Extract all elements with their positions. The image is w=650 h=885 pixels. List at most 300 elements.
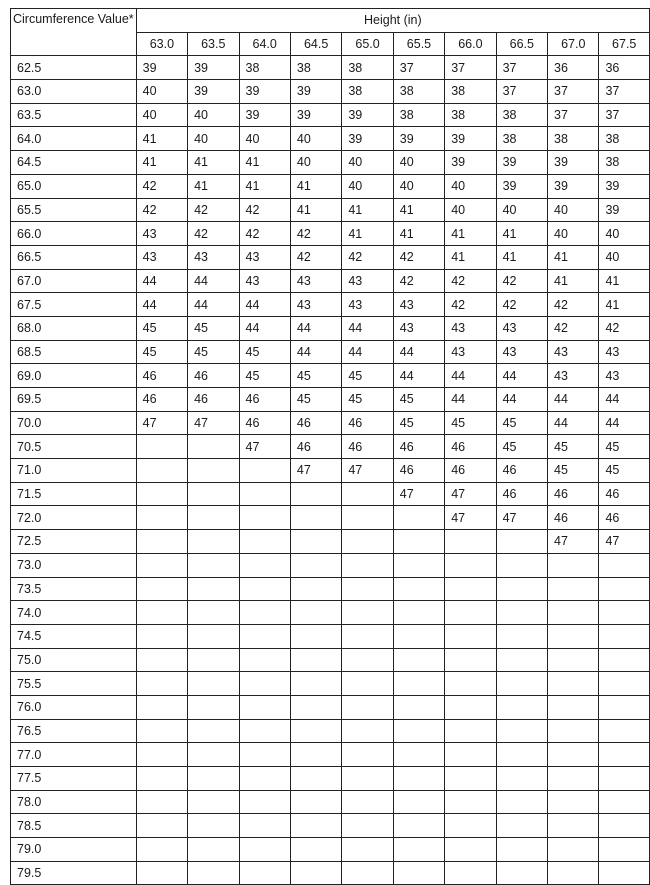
table-cell: 43 (445, 316, 496, 340)
table-cell (239, 838, 290, 862)
table-cell (239, 695, 290, 719)
table-cell (136, 459, 187, 483)
height-column-header: 65.5 (393, 32, 444, 56)
table-cell: 40 (599, 222, 650, 246)
table-cell (136, 790, 187, 814)
table-cell (599, 695, 650, 719)
table-cell (393, 530, 444, 554)
table-header (11, 9, 650, 56)
table-cell (239, 719, 290, 743)
table-cell: 38 (599, 127, 650, 151)
table-cell: 43 (239, 245, 290, 269)
table-cell: 39 (496, 174, 547, 198)
circumference-value-cell: 64.5 (11, 151, 137, 175)
table-cell (136, 506, 187, 530)
table-row (11, 411, 650, 435)
table-cell (445, 601, 496, 625)
table-cell: 42 (342, 245, 393, 269)
table-cell (496, 790, 547, 814)
table-cell: 44 (188, 293, 239, 317)
circumference-value-header: Circumference Value* (11, 9, 137, 56)
table-cell: 38 (290, 56, 341, 80)
circumference-value-cell: 68.5 (11, 340, 137, 364)
table-cell (136, 624, 187, 648)
table-cell: 43 (496, 340, 547, 364)
height-header: Height (in) (136, 9, 649, 33)
table-cell (290, 601, 341, 625)
table-cell: 38 (496, 103, 547, 127)
table-cell: 41 (393, 198, 444, 222)
table-cell: 38 (445, 103, 496, 127)
circumference-value-cell: 75.0 (11, 648, 137, 672)
table-cell: 41 (599, 269, 650, 293)
table-cell: 38 (342, 56, 393, 80)
table-cell: 44 (548, 411, 599, 435)
table-cell (342, 648, 393, 672)
circumference-value-cell: 75.5 (11, 672, 137, 696)
table-cell: 45 (599, 459, 650, 483)
table-cell: 42 (445, 293, 496, 317)
circumference-value-cell: 74.5 (11, 624, 137, 648)
circumference-value-cell: 69.0 (11, 364, 137, 388)
table-cell (548, 672, 599, 696)
table-cell: 43 (445, 340, 496, 364)
table-cell: 47 (445, 506, 496, 530)
table-cell: 46 (496, 459, 547, 483)
table-cell: 37 (599, 80, 650, 104)
table-cell: 46 (548, 482, 599, 506)
table-row (11, 56, 650, 80)
table-cell (445, 648, 496, 672)
table-row (11, 316, 650, 340)
table-cell: 41 (548, 245, 599, 269)
table-cell: 47 (393, 482, 444, 506)
height-column-header: 66.0 (445, 32, 496, 56)
circumference-value-cell: 68.0 (11, 316, 137, 340)
height-column-header: 67.5 (599, 32, 650, 56)
circumference-value-cell: 70.0 (11, 411, 137, 435)
table-cell: 36 (599, 56, 650, 80)
table-cell: 46 (136, 388, 187, 412)
table-cell (548, 719, 599, 743)
circumference-value-cell: 76.5 (11, 719, 137, 743)
table-cell: 41 (496, 222, 547, 246)
table-cell (342, 743, 393, 767)
table-cell (393, 743, 444, 767)
table-row (11, 80, 650, 104)
table-cell (290, 814, 341, 838)
table-cell: 40 (496, 198, 547, 222)
table-cell (548, 601, 599, 625)
table-cell: 46 (548, 506, 599, 530)
table-cell: 40 (136, 80, 187, 104)
table-cell: 46 (239, 388, 290, 412)
table-row (11, 553, 650, 577)
table-cell (496, 719, 547, 743)
circumference-value-cell: 66.5 (11, 245, 137, 269)
circumference-value-cell: 63.5 (11, 103, 137, 127)
table-cell (342, 695, 393, 719)
table-cell (393, 838, 444, 862)
table-row (11, 743, 650, 767)
table-cell: 40 (548, 198, 599, 222)
table-cell: 40 (188, 127, 239, 151)
table-cell: 42 (445, 269, 496, 293)
table-cell (188, 648, 239, 672)
circumference-value-cell: 72.0 (11, 506, 137, 530)
table-cell (239, 790, 290, 814)
table-cell (188, 743, 239, 767)
table-cell: 44 (599, 411, 650, 435)
table-cell: 40 (188, 103, 239, 127)
height-column-header: 67.0 (548, 32, 599, 56)
circumference-value-cell: 77.5 (11, 767, 137, 791)
table-cell: 41 (239, 174, 290, 198)
table-cell: 41 (188, 151, 239, 175)
table-row (11, 814, 650, 838)
table-cell: 39 (445, 151, 496, 175)
table-cell: 41 (548, 269, 599, 293)
circumference-value-cell: 65.5 (11, 198, 137, 222)
table-row (11, 695, 650, 719)
table-cell (393, 648, 444, 672)
table-cell: 37 (496, 56, 547, 80)
table-cell: 45 (342, 388, 393, 412)
table-cell: 43 (188, 245, 239, 269)
table-cell: 44 (445, 364, 496, 388)
table-cell: 44 (393, 364, 444, 388)
table-cell: 47 (239, 435, 290, 459)
table-cell: 41 (342, 198, 393, 222)
table-cell (548, 743, 599, 767)
table-cell: 42 (393, 245, 444, 269)
table-cell (136, 861, 187, 885)
table-cell: 38 (445, 80, 496, 104)
table-cell: 45 (290, 388, 341, 412)
table-cell (188, 695, 239, 719)
table-cell (445, 814, 496, 838)
table-row (11, 222, 650, 246)
table-cell: 44 (239, 293, 290, 317)
table-cell (239, 648, 290, 672)
circumference-value-cell: 79.5 (11, 861, 137, 885)
table-cell (342, 814, 393, 838)
table-cell (188, 861, 239, 885)
circumference-value-cell: 65.0 (11, 174, 137, 198)
table-cell (496, 624, 547, 648)
table-cell (239, 601, 290, 625)
table-row (11, 293, 650, 317)
table-cell (599, 601, 650, 625)
table-cell (342, 790, 393, 814)
table-cell (136, 719, 187, 743)
table-cell: 40 (342, 174, 393, 198)
table-row (11, 127, 650, 151)
table-cell (393, 553, 444, 577)
circumference-value-cell: 71.0 (11, 459, 137, 483)
table-cell: 44 (342, 316, 393, 340)
table-cell (290, 790, 341, 814)
circumference-value-cell: 69.5 (11, 388, 137, 412)
table-cell: 46 (445, 435, 496, 459)
table-cell: 36 (548, 56, 599, 80)
table-cell (548, 577, 599, 601)
table-cell: 40 (445, 198, 496, 222)
table-cell (599, 672, 650, 696)
table-cell: 43 (548, 340, 599, 364)
table-cell (393, 672, 444, 696)
table-cell (496, 838, 547, 862)
table-cell (188, 767, 239, 791)
table-cell: 39 (548, 174, 599, 198)
table-cell: 46 (290, 435, 341, 459)
circumference-value-cell: 70.5 (11, 435, 137, 459)
table-cell: 41 (445, 222, 496, 246)
table-row (11, 530, 650, 554)
circumference-value-cell: 67.5 (11, 293, 137, 317)
height-column-header: 65.0 (342, 32, 393, 56)
table-cell (342, 838, 393, 862)
table-cell (136, 838, 187, 862)
circumference-value-cell: 73.0 (11, 553, 137, 577)
table-cell (136, 743, 187, 767)
table-cell: 44 (136, 269, 187, 293)
table-cell: 45 (496, 411, 547, 435)
table-cell: 41 (393, 222, 444, 246)
circumference-value-cell: 72.5 (11, 530, 137, 554)
table-cell (290, 530, 341, 554)
circumference-value-cell: 62.5 (11, 56, 137, 80)
table-cell: 40 (342, 151, 393, 175)
table-cell: 45 (290, 364, 341, 388)
table-cell: 45 (136, 316, 187, 340)
table-cell: 39 (290, 80, 341, 104)
table-cell: 44 (496, 388, 547, 412)
table-cell (239, 577, 290, 601)
table-body (11, 56, 650, 885)
table-row (11, 482, 650, 506)
table-cell: 47 (136, 411, 187, 435)
table-cell (599, 743, 650, 767)
table-cell: 41 (445, 245, 496, 269)
table-cell: 43 (599, 364, 650, 388)
table-cell (548, 648, 599, 672)
table-cell: 37 (548, 103, 599, 127)
table-cell (136, 601, 187, 625)
table-cell (445, 743, 496, 767)
table-cell: 43 (342, 269, 393, 293)
table-cell: 40 (136, 103, 187, 127)
table-cell: 46 (290, 411, 341, 435)
table-cell: 45 (599, 435, 650, 459)
table-cell (496, 601, 547, 625)
table-cell: 39 (445, 127, 496, 151)
table-cell (342, 553, 393, 577)
table-cell: 39 (342, 127, 393, 151)
table-cell (496, 530, 547, 554)
table-cell (239, 482, 290, 506)
table-cell: 42 (239, 198, 290, 222)
table-row (11, 245, 650, 269)
table-cell: 43 (548, 364, 599, 388)
table-cell: 41 (136, 127, 187, 151)
table-cell: 41 (136, 151, 187, 175)
table-cell: 37 (548, 80, 599, 104)
table-cell: 46 (599, 506, 650, 530)
table-cell (136, 530, 187, 554)
table-cell (188, 459, 239, 483)
table-cell: 47 (599, 530, 650, 554)
table-cell (393, 601, 444, 625)
table-cell (188, 506, 239, 530)
table-cell: 39 (188, 56, 239, 80)
table-cell (188, 601, 239, 625)
table-cell: 43 (136, 222, 187, 246)
table-cell: 45 (496, 435, 547, 459)
table-cell: 47 (445, 482, 496, 506)
table-cell (393, 695, 444, 719)
table-cell (136, 672, 187, 696)
table-cell: 44 (548, 388, 599, 412)
table-cell (239, 553, 290, 577)
table-cell (599, 861, 650, 885)
height-column-header: 63.5 (188, 32, 239, 56)
table-cell (599, 767, 650, 791)
table-cell (290, 648, 341, 672)
table-cell: 41 (496, 245, 547, 269)
table-cell: 39 (136, 56, 187, 80)
table-cell: 45 (548, 435, 599, 459)
table-cell (496, 814, 547, 838)
table-cell (445, 719, 496, 743)
table-cell: 45 (393, 388, 444, 412)
table-row (11, 364, 650, 388)
table-cell: 45 (188, 340, 239, 364)
table-cell: 46 (599, 482, 650, 506)
table-cell: 46 (188, 388, 239, 412)
table-cell (342, 530, 393, 554)
table-cell (136, 767, 187, 791)
table-cell (290, 861, 341, 885)
circumference-value-cell: 66.0 (11, 222, 137, 246)
table-cell: 41 (188, 174, 239, 198)
circumference-value-cell: 71.5 (11, 482, 137, 506)
table-cell (342, 624, 393, 648)
table-cell (548, 790, 599, 814)
table-cell (599, 719, 650, 743)
table-row (11, 790, 650, 814)
table-cell (445, 838, 496, 862)
table-row (11, 719, 650, 743)
table-cell: 46 (393, 459, 444, 483)
table-cell: 43 (290, 293, 341, 317)
table-cell (599, 790, 650, 814)
table-cell (445, 695, 496, 719)
table-cell (239, 530, 290, 554)
table-row (11, 624, 650, 648)
table-cell: 46 (393, 435, 444, 459)
table-cell (599, 553, 650, 577)
table-cell (290, 767, 341, 791)
table-cell (188, 814, 239, 838)
table-cell: 39 (290, 103, 341, 127)
table-cell: 42 (290, 222, 341, 246)
table-cell: 46 (342, 435, 393, 459)
table-cell (239, 767, 290, 791)
table-cell (136, 577, 187, 601)
table-cell (290, 672, 341, 696)
circumference-value-cell: 77.0 (11, 743, 137, 767)
table-cell: 45 (239, 340, 290, 364)
table-cell (136, 482, 187, 506)
table-cell: 37 (496, 80, 547, 104)
circumference-value-cell: 79.0 (11, 838, 137, 862)
table-cell (599, 814, 650, 838)
table-cell: 37 (393, 56, 444, 80)
table-row (11, 269, 650, 293)
table-cell: 45 (445, 411, 496, 435)
table-cell: 47 (290, 459, 341, 483)
table-cell: 40 (290, 151, 341, 175)
table-cell (393, 577, 444, 601)
table-cell (599, 577, 650, 601)
table-cell: 39 (188, 80, 239, 104)
table-cell: 44 (239, 316, 290, 340)
table-cell (290, 506, 341, 530)
table-cell (239, 459, 290, 483)
table-cell (136, 695, 187, 719)
header-row-top (11, 9, 650, 33)
table-cell: 46 (188, 364, 239, 388)
circumference-value-cell: 74.0 (11, 601, 137, 625)
table-cell (496, 743, 547, 767)
table-cell: 42 (496, 293, 547, 317)
table-cell (342, 861, 393, 885)
table-cell: 45 (393, 411, 444, 435)
table-cell (548, 553, 599, 577)
table-cell: 42 (239, 222, 290, 246)
table-cell (496, 672, 547, 696)
table-cell: 40 (239, 127, 290, 151)
table-cell (445, 553, 496, 577)
table-cell: 40 (393, 151, 444, 175)
table-cell (342, 601, 393, 625)
circumference-value-cell: 64.0 (11, 127, 137, 151)
table-cell: 44 (445, 388, 496, 412)
table-row (11, 174, 650, 198)
table-cell: 46 (445, 459, 496, 483)
table-cell (188, 553, 239, 577)
table-cell: 43 (136, 245, 187, 269)
table-cell: 41 (290, 198, 341, 222)
table-cell: 46 (342, 411, 393, 435)
table-cell (342, 482, 393, 506)
table-cell (188, 838, 239, 862)
table-cell: 38 (393, 80, 444, 104)
table-cell: 41 (342, 222, 393, 246)
table-cell: 44 (599, 388, 650, 412)
table-row (11, 388, 650, 412)
table-cell: 37 (445, 56, 496, 80)
table-cell (188, 435, 239, 459)
table-row (11, 340, 650, 364)
table-cell: 44 (290, 316, 341, 340)
table-cell: 42 (188, 198, 239, 222)
table-cell: 43 (496, 316, 547, 340)
table-row (11, 672, 650, 696)
table-cell (136, 435, 187, 459)
table-cell: 38 (496, 127, 547, 151)
